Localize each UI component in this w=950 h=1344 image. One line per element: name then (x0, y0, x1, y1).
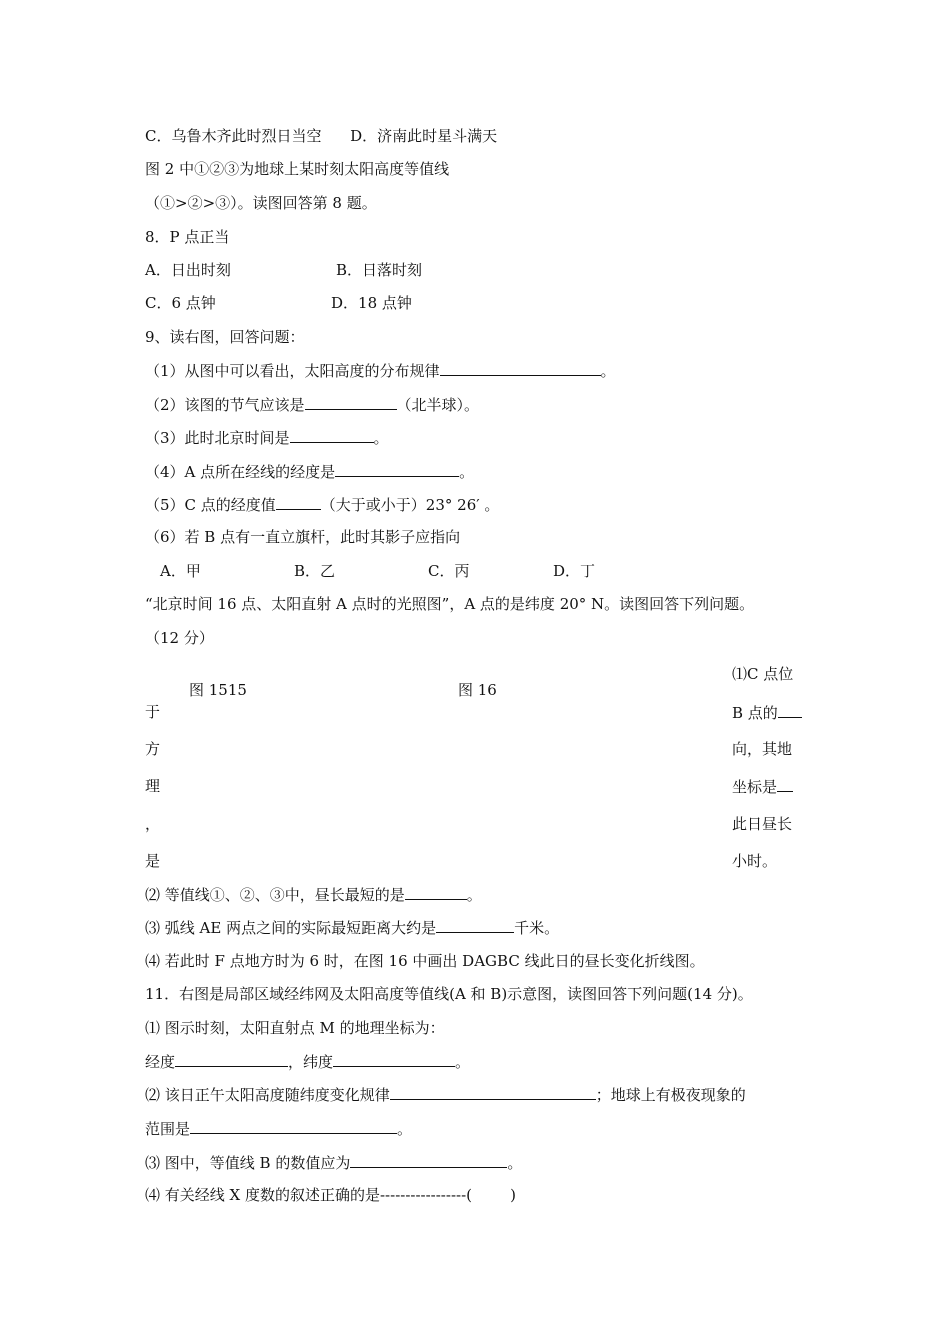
answer-blank[interactable] (390, 1084, 596, 1100)
q9-part-3 (145, 427, 389, 448)
q9-4-end: 。 (459, 463, 475, 481)
q10-part-3 (145, 917, 559, 938)
q11-part-2-cont (145, 1118, 412, 1139)
answer-blank[interactable] (440, 360, 601, 376)
q10-1-right-line3: 向，其地 (732, 740, 793, 758)
longitude-blank[interactable] (175, 1051, 288, 1067)
q10-1-left-char5: 是 (145, 852, 161, 870)
figure-15-caption: 图 1515 (189, 681, 247, 699)
q11-part-2 (145, 1084, 746, 1105)
q10-3-text: ⑶ 弧线 AE 两点之间的实际最短距离大约是 (145, 919, 437, 937)
q9-part-4 (145, 461, 474, 482)
question-9: 9、读右图，回答问题： (145, 328, 305, 346)
q11-2-end: 。 (397, 1120, 413, 1138)
q9-2-text: （2）该图的节气应该是 (145, 396, 305, 414)
answer-blank[interactable] (190, 1118, 397, 1134)
q9-4-text: （4）A 点所在经线的经度是 (145, 463, 336, 481)
q9-6-option-b: B．乙 (294, 562, 336, 580)
answer-blank[interactable] (290, 427, 374, 443)
q9-part-6: （6）若 B 点有一直立旗杆，此时其影子应指向 (145, 528, 461, 546)
q9-5-end: （大于或小于）23° 26′ 。 (320, 496, 500, 514)
q11-part-3 (145, 1152, 522, 1173)
fig2-intro-cont: （①>②>③）。读图回答第 8 题。 (145, 194, 377, 212)
q11-2-range-label: 范围是 (145, 1120, 191, 1138)
q11-2-text: ⑵ 该日正午太阳高度随纬度变化规律 (145, 1086, 390, 1104)
q10-3-end: 千米。 (514, 919, 560, 937)
q9-6-option-c: C．丙 (428, 562, 470, 580)
q11-3-end: 。 (507, 1154, 523, 1172)
q11-3-text: ⑶ 图中，等值线 B 的数值应为 (145, 1154, 351, 1172)
q8-option-c: C．6 点钟 (145, 294, 216, 312)
answer-blank[interactable] (350, 1152, 507, 1168)
q9-1-text: （1）从图中可以看出，太阳高度的分布规律 (145, 362, 440, 380)
q11-part-1: ⑴ 图示时刻，太阳直射点 M 的地理坐标为： (145, 1019, 445, 1037)
answer-blank[interactable] (778, 702, 802, 718)
q9-part-2 (145, 394, 479, 415)
q8-option-d: D．18 点钟 (331, 294, 412, 312)
q10-1-right-line6: 小时。 (732, 852, 778, 870)
q10-1-right-line2 (732, 702, 802, 723)
q10-part-2 (145, 884, 482, 905)
q8-option-b: B．日落时刻 (336, 261, 423, 279)
option-line-cd: C．乌鲁木齐此时烈日当空 D．济南此时星斗满天 (145, 127, 498, 145)
q8-option-a: A．日出时刻 (145, 261, 231, 279)
longitude-label: 经度 (145, 1053, 176, 1071)
question-8: 8．P 点正当 (145, 228, 230, 246)
answer-blank[interactable] (436, 917, 514, 933)
q10-part-4: ⑷ 若此时 F 点地方时为 6 时，在图 16 中画出 DAGBC 线此日的昼长变化折线图。 (145, 952, 705, 970)
answer-blank[interactable] (305, 394, 397, 410)
q9-part-5 (145, 494, 499, 515)
q9-1-end: 。 (600, 362, 616, 380)
q10-2-text: ⑵ 等值线①、②、③中，昼长最短的是 (145, 886, 405, 904)
answer-blank[interactable] (335, 461, 459, 477)
latitude-label: ，纬度 (288, 1053, 334, 1071)
q9-6-option-a: A．甲 (160, 562, 201, 580)
figure-16-caption: 图 16 (458, 681, 497, 699)
q11-part-1-answers (145, 1051, 470, 1072)
q9-5-text: （5）C 点的经度值 (145, 496, 276, 514)
answer-blank[interactable] (777, 776, 793, 792)
q10-1-left-char1: 于 (145, 703, 161, 721)
q10-1-r4-text: 坐标是 (732, 778, 778, 796)
q10-1-right-line5: 此日昼长 (732, 815, 793, 833)
q10-1-left-char2: 方 (145, 740, 161, 758)
q9-part-1 (145, 360, 616, 381)
q10-1-left-char4: ， (145, 815, 161, 833)
q9-3-text: （3）此时北京时间是 (145, 429, 290, 447)
question-10-intro: “北京时间 16 点、太阳直射 A 点时的光照图”，A 点的是纬度 20° N。读图回答下列问题。 (145, 595, 755, 613)
q11-2-cont: ；地球上有极夜现象的 (595, 1086, 746, 1104)
q11-part-4: ⑷ 有关经线 X 度数的叙述正确的是-----------------( ) (145, 1186, 516, 1204)
fig2-intro: 图 2 中①②③为地球上某时刻太阳高度等值线 (145, 160, 450, 178)
q10-1-left-char3: 理 (145, 777, 161, 795)
q10-1-r2-text: B 点的 (732, 704, 778, 722)
question-10-score: （12 分） (145, 629, 214, 647)
q10-2-end: 。 (466, 886, 482, 904)
answer-blank[interactable] (276, 494, 321, 510)
answer-blank[interactable] (405, 884, 467, 900)
q9-3-end: 。 (373, 429, 389, 447)
q9-2-end: （北半球）。 (396, 396, 480, 414)
q10-1-right-line1: ⑴C 点位 (732, 665, 794, 683)
latitude-blank[interactable] (333, 1051, 455, 1067)
q11-1-end: 。 (455, 1053, 471, 1071)
q9-6-option-d: D．丁 (553, 562, 596, 580)
question-11: 11．右图是局部区域经纬网及太阳高度等值线(A 和 B)示意图，读图回答下列问题(14 分)。 (145, 985, 753, 1003)
q10-1-right-line4 (732, 776, 793, 797)
